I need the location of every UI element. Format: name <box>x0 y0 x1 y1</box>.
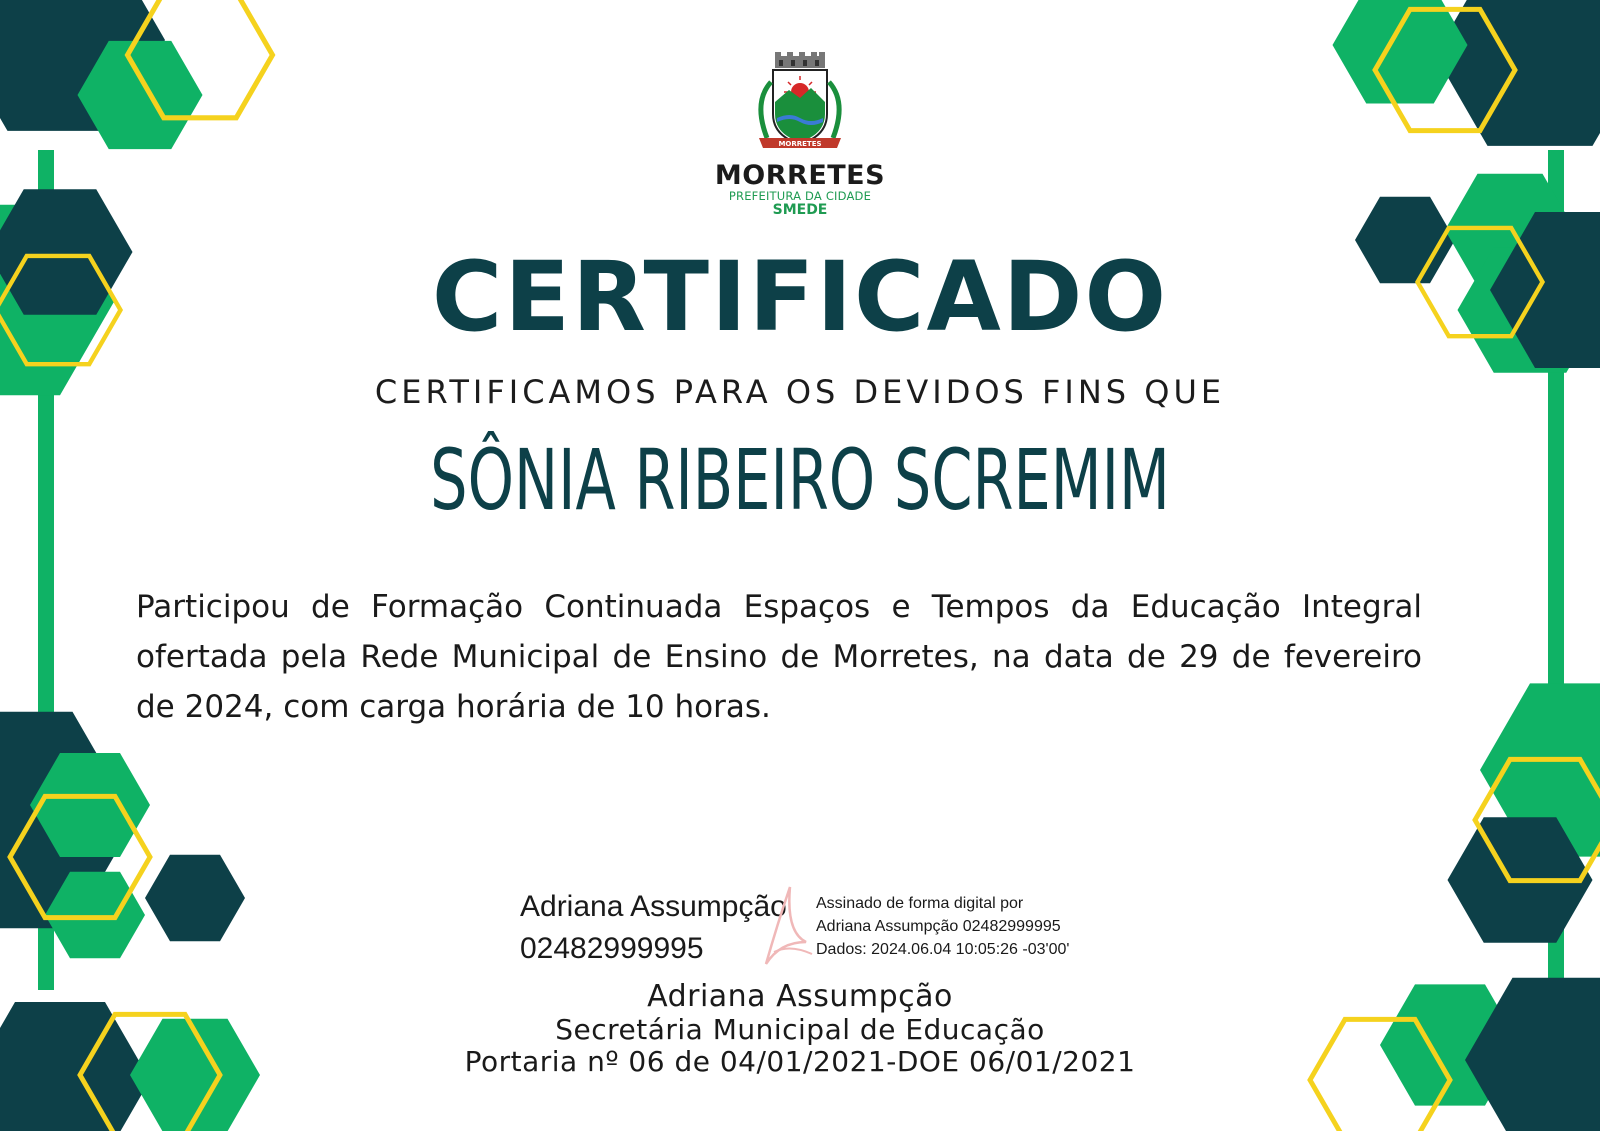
signature-block <box>520 886 787 970</box>
signer-footer <box>0 980 1600 1078</box>
certificate-subtitle: CERTIFICAMOS PARA OS DEVIDOS FINS QUE <box>374 373 1226 411</box>
coat-of-arms-icon <box>745 52 855 160</box>
digital-signature-line: Adriana Assumpção 02482999995 <box>816 918 1061 935</box>
certificate-title: CERTIFICADO <box>431 241 1169 353</box>
svg-text:MORRETES: MORRETES <box>778 140 822 148</box>
signer-id: 02482999995 <box>520 932 704 965</box>
digital-signature-line: Assinado de forma digital por <box>816 895 1024 912</box>
digital-signature-line: Dados: 2024.06.04 10:05:26 -03'00' <box>816 941 1070 958</box>
brand-name: MORRETES <box>714 160 886 191</box>
hex-cluster-lower-left <box>0 712 245 959</box>
certificate-body: Participou de Formação Continuada Espaços e Tempos da Educação Integral ofertada pela Rede Municipal de Ensino de Morretes, na data de 29 de fevereiro de 2024, com carga horária de 10 horas. <box>136 589 1422 725</box>
signer-name: Adriana Assumpção <box>520 890 787 923</box>
brand-subtitle: PREFEITURA DA CIDADE <box>728 189 872 203</box>
city-logo <box>700 52 900 232</box>
hex-cluster-top-left <box>0 0 273 149</box>
footer-signer-role: Secretária Municipal de Educação <box>555 1013 1045 1046</box>
recipient-name: SÔNIA RIBEIRO SCREMIM <box>430 431 1170 529</box>
footer-signer-name: Adriana Assumpção <box>647 979 953 1014</box>
digital-signature-info <box>816 892 1069 961</box>
digital-signature-icon <box>760 882 820 972</box>
footer-decree: Portaria nº 06 de 04/01/2021-DOE 06/01/2021 <box>464 1045 1136 1078</box>
hex-cluster-top-right <box>1333 0 1600 146</box>
brand-department: SMEDE <box>772 202 828 218</box>
hex-cluster-lower-right <box>1448 683 1600 942</box>
